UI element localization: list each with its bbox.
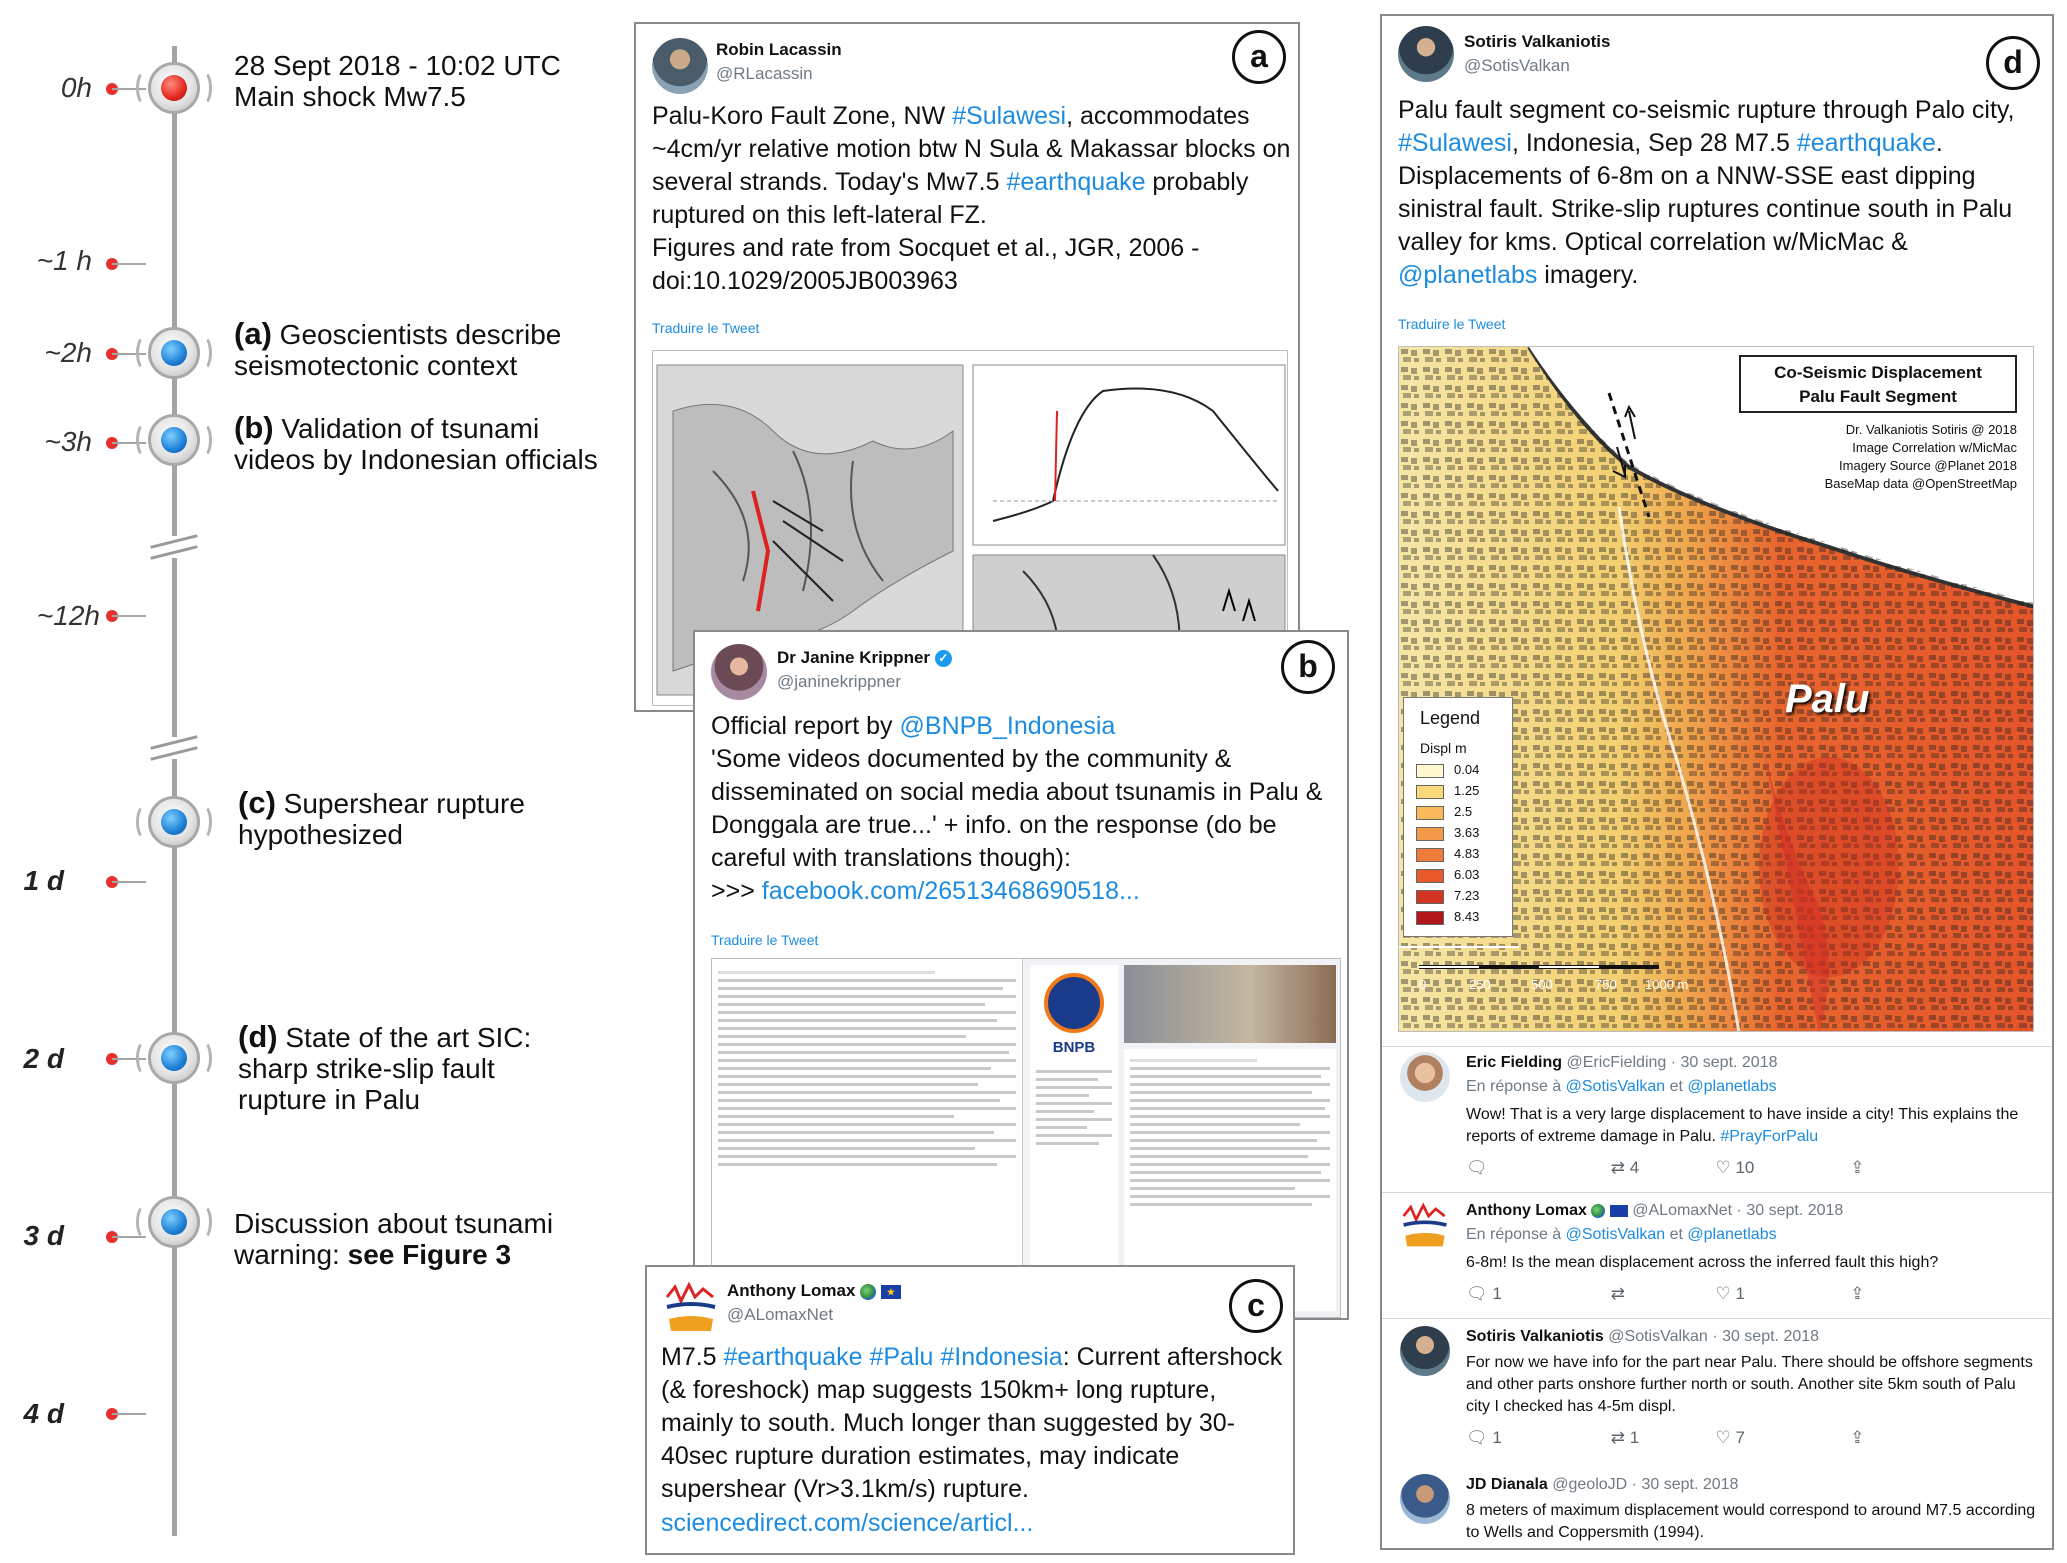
map-legend xyxy=(1403,697,1513,937)
hashtag-link[interactable]: #earthquake xyxy=(1796,129,1936,157)
tweet-panel-c xyxy=(645,1265,1295,1555)
tweet-text-run: , Indonesia, Sep 28 M7.5 xyxy=(1511,129,1797,157)
panel-letter: d xyxy=(1986,36,2040,90)
avatar[interactable] xyxy=(1400,1052,1450,1102)
main-shock-node xyxy=(148,62,212,126)
tweet-text-run: , accommodates ~4cm/yr relative motion btw N Sula & Makassar blocks on several strands. Today's Mw7.5 xyxy=(652,102,1291,196)
legend-swatch xyxy=(1416,869,1444,883)
event-tag: (b) xyxy=(234,410,274,445)
eu-flag-icon: ★ xyxy=(881,1285,901,1299)
avatar[interactable] xyxy=(663,1279,719,1335)
tweet-text-run: . Displacements of 6-8m on a NNW-SSE east dipping sinistral fault. Strike-slip ruptures continue south in Palu valley for kms. Optical correlation w/MicMac & xyxy=(1398,129,2013,256)
event-tag: (a) xyxy=(234,316,272,351)
reply-context: En réponse à @SotisValkan et @planetlabs xyxy=(1466,1078,1777,1095)
timeline-break xyxy=(148,737,200,759)
hashtag-link[interactable]: #Sulawesi xyxy=(1398,129,1512,157)
event-node-c xyxy=(148,796,212,860)
map-credits: Dr. Valkaniotis Sotiris @ 2018 Image Correlation w/MicMac Imagery Source @Planet 2018 BaseMap data @OpenStreetMap xyxy=(1824,422,2017,491)
avatar[interactable] xyxy=(1398,26,1454,82)
panel-letter: a xyxy=(1232,30,1286,84)
reply-text: For now we have info for the part near Palu. There should be offshore segments and other parts onshore further north or south. Another site 5km south of Palu city I checked has 4-5m displ. xyxy=(1466,1354,2033,1415)
time-label: 0h xyxy=(60,72,92,103)
legend-value: 1.25 xyxy=(1454,783,1480,798)
seismic-logo-icon xyxy=(1400,1200,1450,1250)
time-label: 4 d xyxy=(23,1398,64,1429)
user-handle[interactable]: @SotisValkan xyxy=(1464,56,1570,75)
timeline-break xyxy=(148,536,200,558)
tweet-panel-a xyxy=(634,22,1300,712)
reply-separator xyxy=(1382,1192,2052,1193)
map-title: Co-Seismic Displacement Palu Fault Segment xyxy=(1739,355,2017,413)
time-label: 2 d xyxy=(23,1043,64,1074)
reply-text: Wow! That is a very large displacement to have inside a city! This explains the reports of extreme damage in Palu. #PrayForPalu xyxy=(1466,1106,2019,1145)
retweet-icon[interactable]: ⇄ 4 xyxy=(1610,1158,1640,1177)
time-tick xyxy=(112,1413,146,1415)
bnpb-logo-text: BNPB xyxy=(1052,1039,1096,1056)
time-tick xyxy=(112,615,146,617)
main-shock-text xyxy=(234,50,561,112)
retweet-icon[interactable]: ⇄ xyxy=(1610,1284,1630,1303)
figure-reference: see Figure 3 xyxy=(347,1239,512,1270)
like-icon[interactable]: ♡ 10 xyxy=(1715,1158,1755,1177)
hashtag-link[interactable]: @planetlabs xyxy=(1398,261,1538,289)
event-node-a xyxy=(148,327,212,391)
legend-value: 3.63 xyxy=(1454,825,1480,840)
event-text-c: (c) Supershear rupture hypothesized xyxy=(238,785,525,850)
avatar[interactable] xyxy=(1400,1200,1450,1250)
mention-link[interactable]: @BNPB_Indonesia xyxy=(899,712,1116,740)
globe-icon xyxy=(860,1284,876,1300)
tweet-text-run: imagery. xyxy=(1537,261,1639,289)
hashtag-link[interactable]: #Sulawesi xyxy=(952,102,1067,130)
displacement-map[interactable]: Co-Seismic Displacement Palu Fault Segment Dr. Valkaniotis Sotiris @ 2018 Image Correlation w/MicMac Imagery Source @Planet 2018 BaseMap data @OpenStreetMap Palu Legend Displ m 0.04 1.25 2.5 3.63 4.83 6.03 7.23 8.43 0 250 500 750 1000 m xyxy=(1398,346,2034,1032)
tweet-text xyxy=(661,1341,1289,1506)
event-node-b xyxy=(148,414,212,478)
user-name[interactable]: Robin Lacassin xyxy=(716,40,842,59)
reply-text: 6-8m! Is the mean displacement across the inferred fault this high? xyxy=(1466,1254,1939,1271)
like-icon[interactable]: ♡ 1 xyxy=(1715,1284,1745,1303)
reply-separator xyxy=(1382,1046,2052,1047)
tweet-panel-b xyxy=(693,630,1349,1320)
city-label: Palu xyxy=(1785,677,1870,721)
reply-author[interactable]: Eric Fielding @EricFielding · 30 sept. 2018 xyxy=(1466,1054,1778,1071)
user-name[interactable]: Anthony Lomax ★ xyxy=(727,1281,901,1301)
reply-author[interactable]: Sotiris Valkaniotis @SotisValkan · 30 sept. 2018 xyxy=(1466,1328,1820,1345)
share-icon[interactable]: ⇪ xyxy=(1850,1284,1865,1303)
user-handle[interactable]: @ALomaxNet xyxy=(727,1305,834,1324)
tweet-text-run: Palu fault segment co-seismic rupture through Palo city, xyxy=(1398,96,2015,124)
panel-letter: c xyxy=(1229,1279,1283,1333)
share-icon[interactable]: ⇪ xyxy=(1850,1158,1865,1177)
tweet-text: Official report by @BNPB_Indonesia 'Some videos documented by the community & disseminated on social media about tsunamis in Palu & Donggala are true...' + info. on the response (do be careful with translations though): >>> facebook.com/26513468690518... xyxy=(711,712,1323,905)
tweet-text xyxy=(1398,94,2038,292)
legend-value: 4.83 xyxy=(1454,846,1480,861)
eu-flag-icon xyxy=(1610,1205,1628,1217)
main-shock-magnitude: Main shock Mw7.5 xyxy=(234,81,466,112)
share-icon[interactable]: ⇪ xyxy=(1850,1428,1865,1447)
time-tick xyxy=(112,263,146,265)
legend-value: 6.03 xyxy=(1454,867,1480,882)
translate-link[interactable]: Traduire le Tweet xyxy=(711,932,819,948)
reply-context: En réponse à @SotisValkan et @planetlabs xyxy=(1466,1226,1777,1243)
event-text-d: (d) State of the art SIC: sharp strike-slip fault rupture in Palu xyxy=(238,1019,532,1115)
bnpb-page-card xyxy=(1030,965,1118,1305)
legend-swatch xyxy=(1416,806,1444,820)
translate-link[interactable]: Traduire le Tweet xyxy=(1398,316,1506,332)
comment-icon[interactable]: 🗨 1 xyxy=(1466,1284,1502,1303)
verified-badge-icon: ✓ xyxy=(935,650,952,667)
hashtag-link[interactable]: #earthquake #Palu #Indonesia xyxy=(723,1343,1063,1371)
legend-value: 8.43 xyxy=(1454,909,1480,924)
user-handle[interactable]: @janinekrippner xyxy=(777,672,902,691)
legend-swatch xyxy=(1416,827,1444,841)
reply-text: 8 meters of maximum displacement would correspond to around M7.5 according to Wells and Coppersmith (1994). xyxy=(1466,1502,2036,1541)
timeline-axis xyxy=(172,46,177,1536)
time-tick xyxy=(112,881,146,883)
cover-photo xyxy=(1124,965,1336,1043)
avatar[interactable] xyxy=(711,644,767,700)
reply-actions xyxy=(1466,1158,1864,1178)
bnpb-logo-icon xyxy=(1044,973,1104,1033)
event-text-a: (a) Geoscientists describe seismotectonic context xyxy=(234,316,562,381)
reply-author[interactable]: JD Dianala @geoloJD · 30 sept. 2018 xyxy=(1466,1476,1739,1493)
legend-swatch xyxy=(1416,764,1444,778)
article-link[interactable]: sciencedirect.com/science/articl... xyxy=(661,1509,1034,1537)
legend-swatch xyxy=(1416,848,1444,862)
avatar[interactable] xyxy=(652,38,708,94)
tweet-citation: Figures and rate from Socquet et al., JGR, 2006 - doi:10.1029/2005JB003963 xyxy=(652,234,1200,295)
time-label: ~3h xyxy=(44,426,92,457)
tweet-text-run: Palu-Koro Fault Zone, NW xyxy=(652,102,953,130)
avatar[interactable] xyxy=(1400,1326,1450,1376)
legend-value: 0.04 xyxy=(1454,762,1480,777)
reply-author[interactable]: Anthony Lomax @ALomaxNet · 30 sept. 2018 xyxy=(1466,1202,1844,1219)
legend-title: Legend xyxy=(1420,708,1481,728)
legend-value: 7.23 xyxy=(1454,888,1480,903)
event-tag: (d) xyxy=(238,1019,278,1054)
facebook-screenshot[interactable] xyxy=(711,958,1341,1318)
tweet-text-run: M7.5 xyxy=(661,1343,724,1371)
facebook-link[interactable]: facebook.com/26513468690518... xyxy=(761,877,1140,905)
legend-value: 2.5 xyxy=(1454,804,1473,819)
time-label: 1 d xyxy=(23,865,64,896)
tweet-text-run: probably ruptured on this left-lateral FZ. xyxy=(652,168,1249,229)
main-shock-date: 28 Sept 2018 - 10:02 UTC xyxy=(234,50,561,81)
translate-link[interactable]: Traduire le Tweet xyxy=(652,320,760,336)
user-name[interactable]: Sotiris Valkaniotis xyxy=(1464,32,1611,51)
event-text-b: (b) Validation of tsunami videos by Indonesian officials xyxy=(234,410,598,475)
tweet-text-run: : Current aftershock (& foreshock) map suggests 150km+ long rupture, mainly to south. Much longer than suggested by 30-40sec rupture duration estimates, may indicate supershear (Vr>3.1km/s) rupture. xyxy=(661,1343,1283,1503)
tweet-panel-d xyxy=(1380,14,2054,1550)
legend-unit: Displ m xyxy=(1420,740,1467,756)
user-handle[interactable]: @RLacassin xyxy=(716,64,813,83)
reply-actions xyxy=(1466,1428,1864,1448)
event-text-discussion: Discussion about tsunami warning: see Figure 3 xyxy=(234,1208,554,1270)
panel-letter: b xyxy=(1281,640,1335,694)
hashtag-link[interactable]: #earthquake xyxy=(1006,168,1146,196)
seismic-logo-icon xyxy=(663,1279,719,1335)
comment-icon[interactable]: 🗨 1 xyxy=(1466,1428,1502,1447)
legend-swatch xyxy=(1416,890,1444,904)
retweet-icon[interactable]: ⇄ 1 xyxy=(1610,1428,1640,1447)
legend-swatch xyxy=(1416,911,1444,925)
event-tag: (c) xyxy=(238,785,276,820)
event-node-discussion xyxy=(148,1196,212,1260)
legend-swatch xyxy=(1416,785,1444,799)
user-name[interactable]: Dr Janine Krippner ✓ xyxy=(777,648,952,668)
tweet-text xyxy=(652,100,1292,232)
avatar[interactable] xyxy=(1400,1474,1450,1524)
reply-actions xyxy=(1466,1284,1864,1304)
globe-icon xyxy=(1591,1204,1605,1218)
time-label: ~1 h xyxy=(36,245,92,276)
like-icon[interactable]: ♡ 7 xyxy=(1715,1428,1745,1447)
event-node-d xyxy=(148,1032,212,1096)
time-label: ~2h xyxy=(44,337,92,368)
time-label: ~12h xyxy=(36,600,100,631)
reply-separator xyxy=(1382,1318,2052,1319)
time-label: 3 d xyxy=(23,1220,64,1251)
comment-icon[interactable]: 🗨 xyxy=(1466,1158,1488,1177)
